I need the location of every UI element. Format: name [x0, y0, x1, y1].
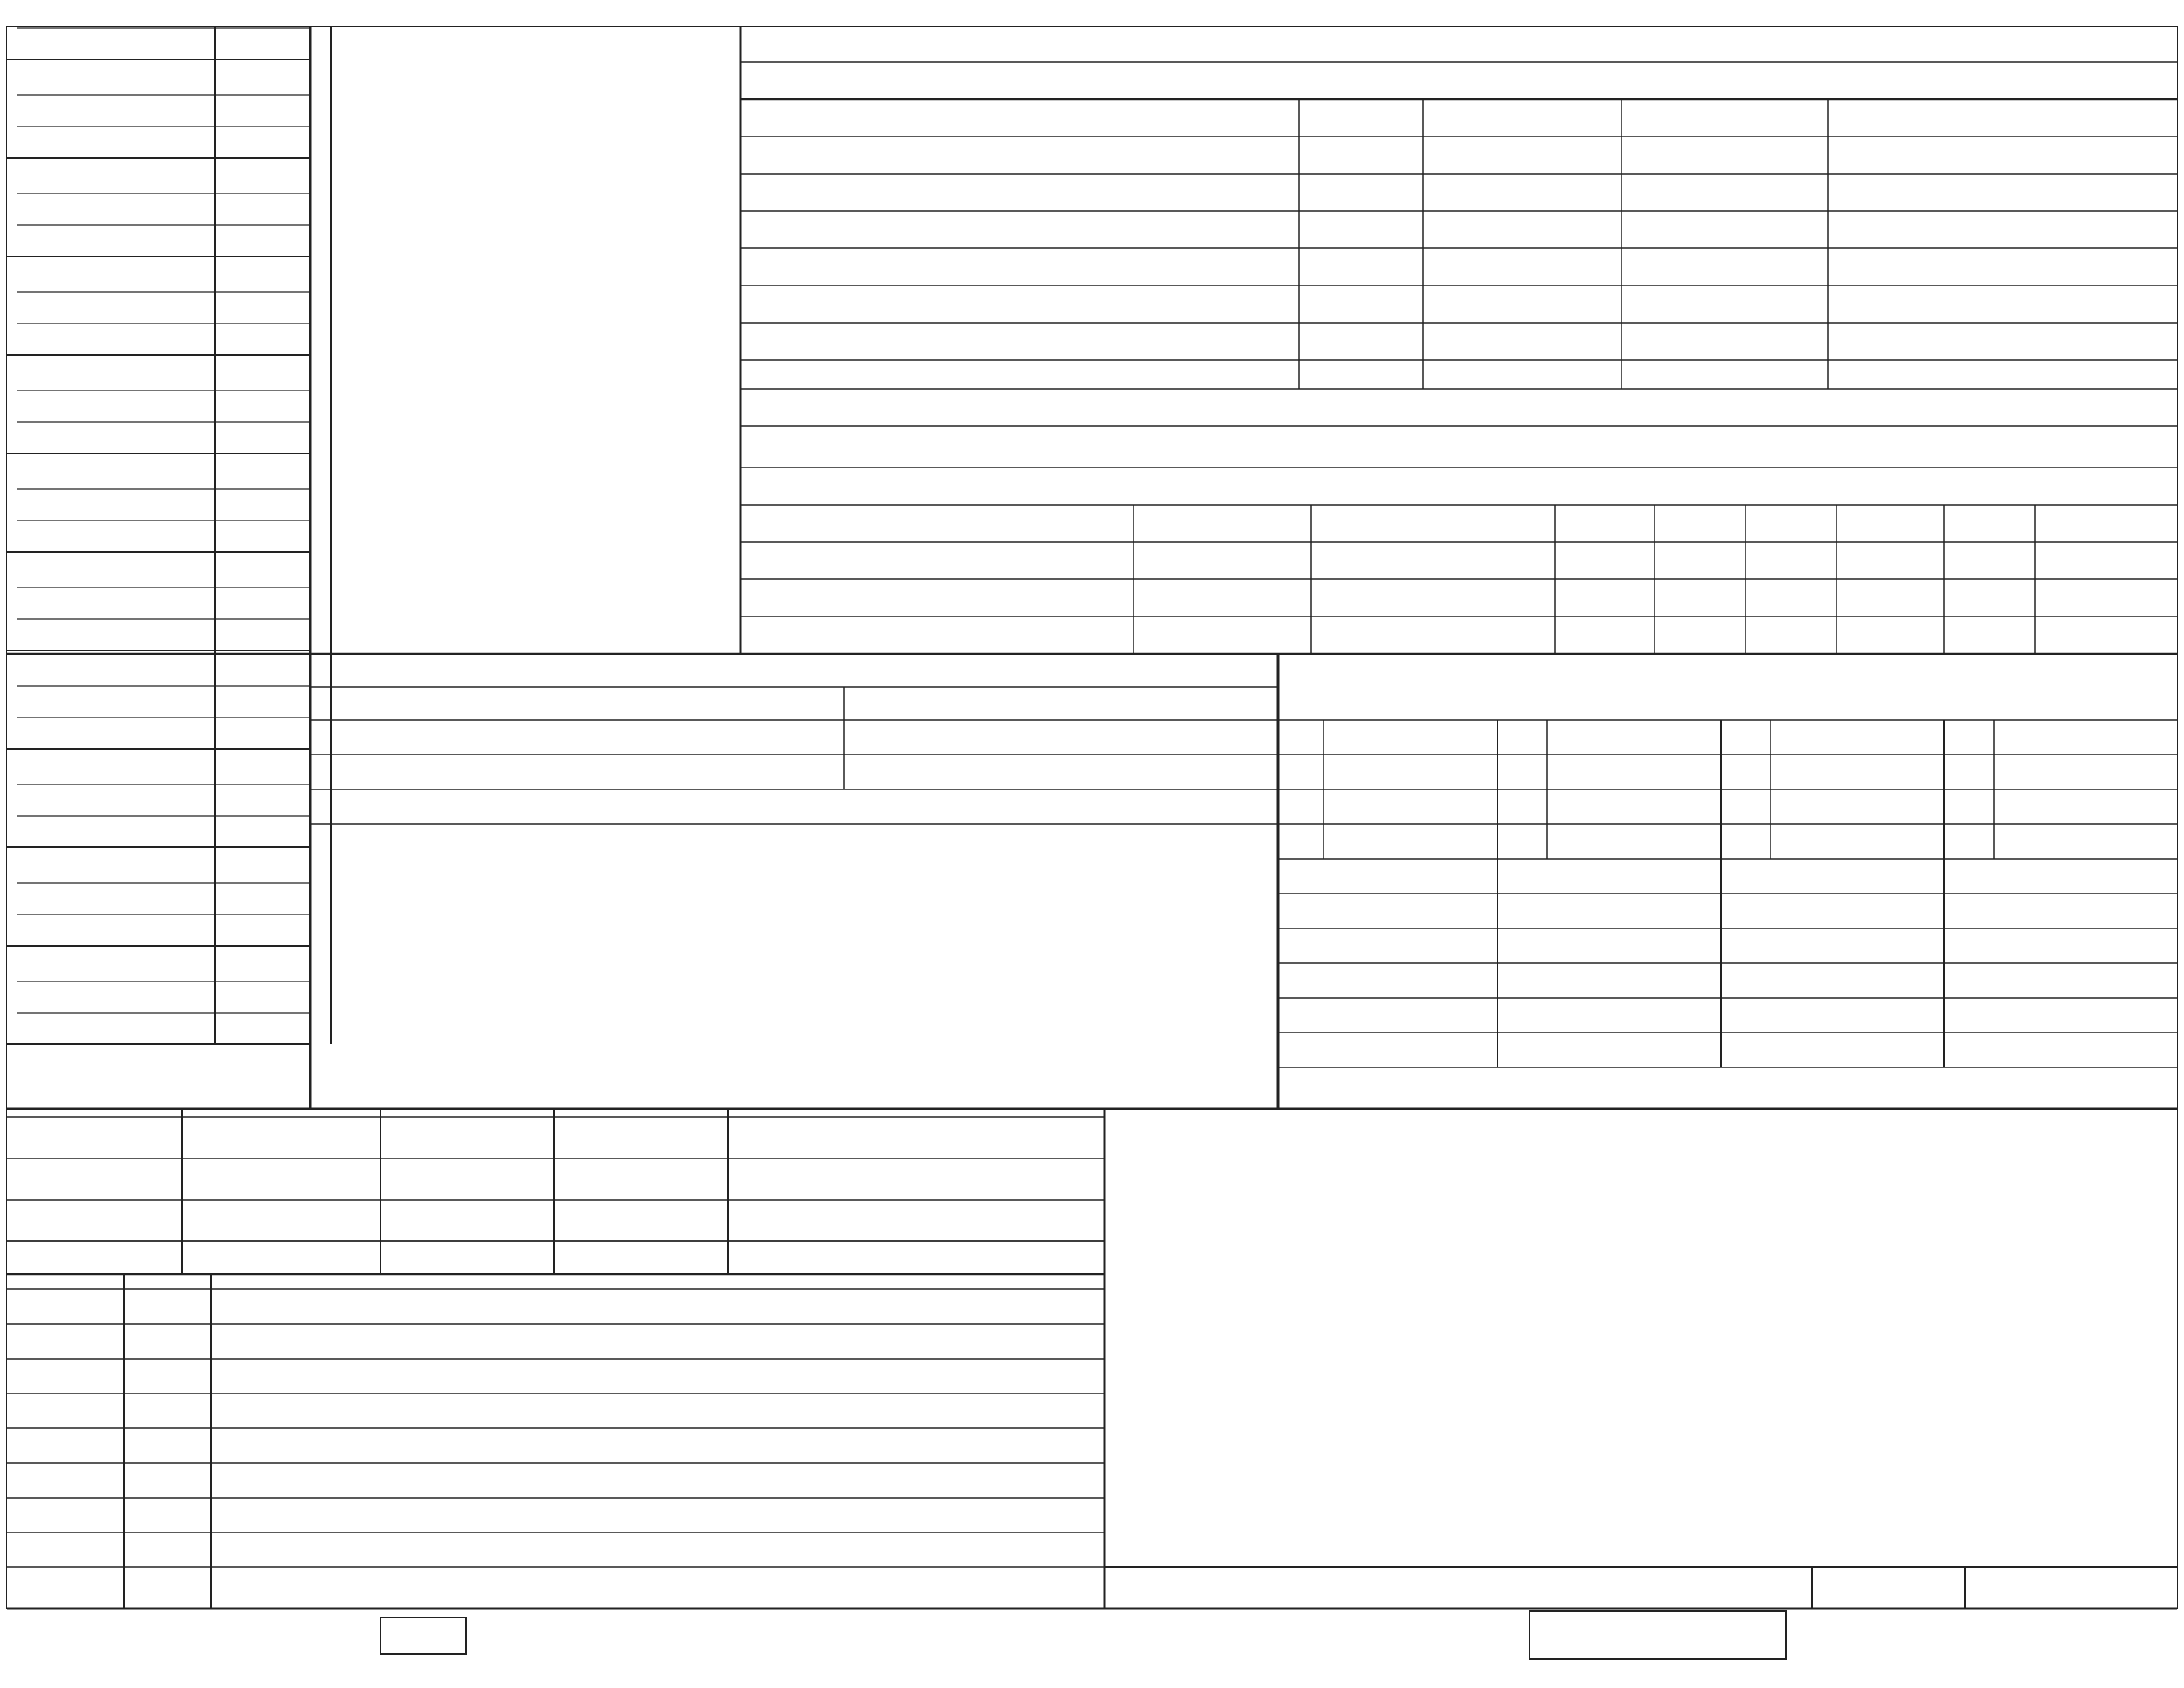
district-code-box [380, 1617, 467, 1655]
card-of-box[interactable] [1529, 1610, 1787, 1660]
